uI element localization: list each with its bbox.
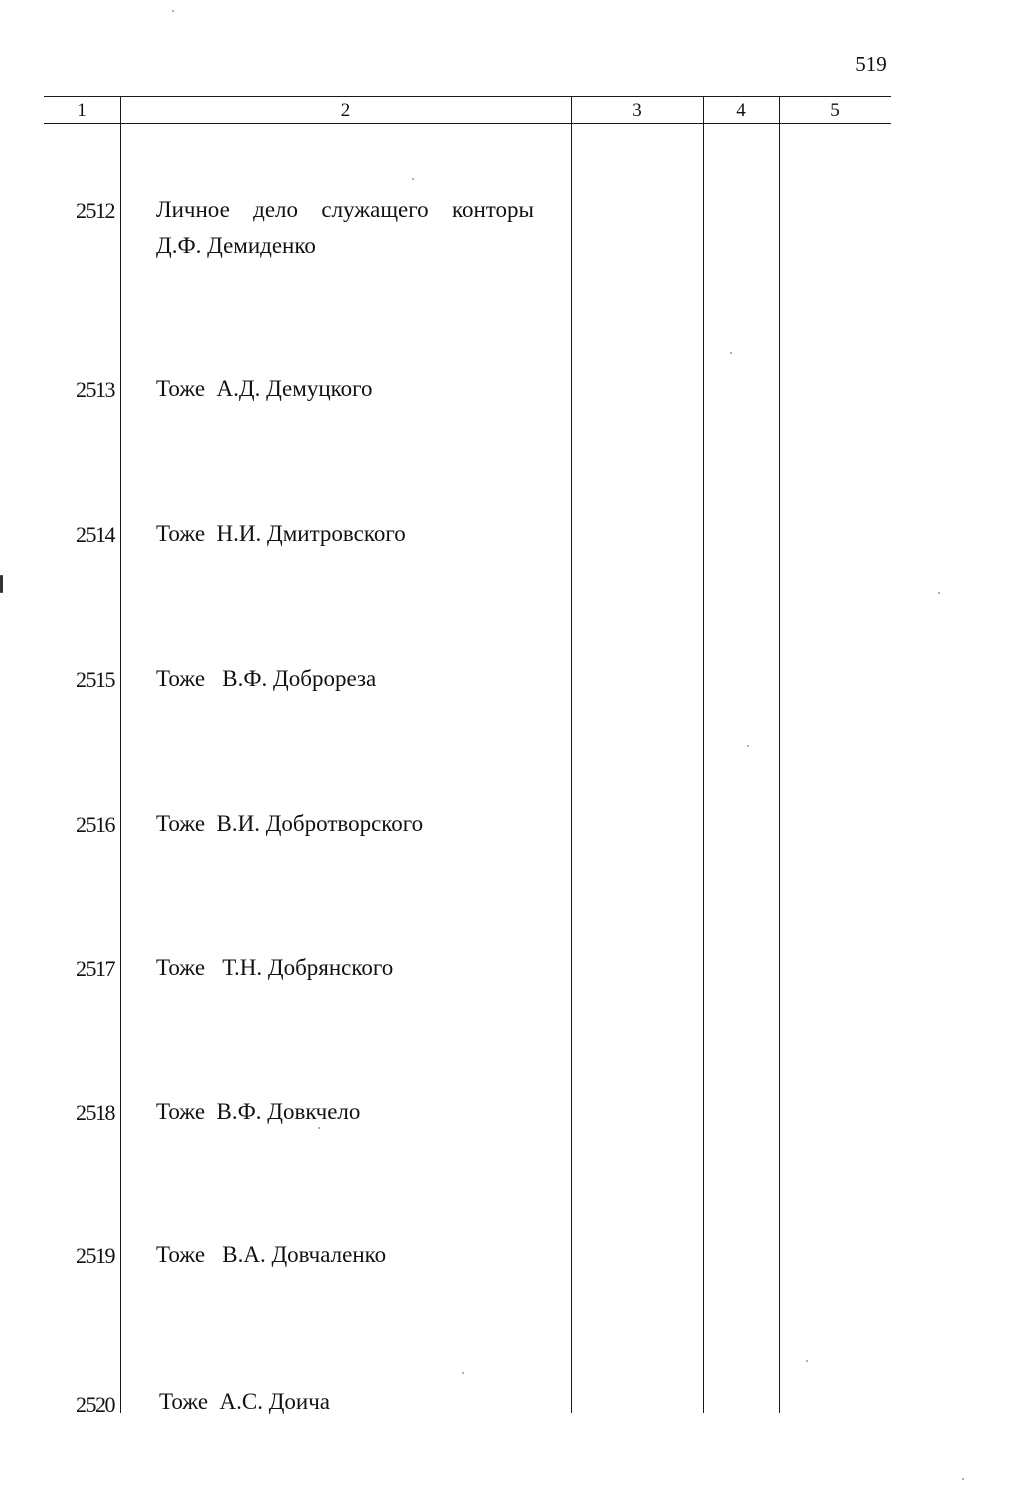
entry-number: 2513	[76, 377, 114, 402]
entry-description-line: Тоже А.Д. Демуцкого	[156, 376, 373, 401]
table-top-rule	[44, 96, 891, 97]
entry-number: 2519	[76, 1243, 114, 1268]
entry-description-line: Тоже Т.Н. Добрянского	[156, 955, 394, 980]
column-divider-1	[120, 97, 121, 1413]
scan-speck	[318, 1127, 320, 1129]
entry-description	[156, 192, 534, 264]
entry-description-line: Тоже В.И. Добротворского	[156, 811, 424, 836]
entry-description-line: Тоже В.Ф. Довкчело	[156, 1099, 361, 1124]
entry-number: 2515	[76, 667, 114, 692]
scan-speck	[962, 1478, 964, 1480]
entry-number: 2517	[76, 956, 114, 981]
scan-speck	[730, 352, 732, 354]
entry-description-line: Тоже В.А. Довчаленко	[156, 1242, 387, 1267]
entry-description	[156, 950, 556, 986]
entry-description-line: Тоже Н.И. Дмитровского	[156, 521, 406, 546]
entry-description	[156, 661, 556, 697]
column-header-3: 3	[632, 100, 642, 121]
entry-number: 2516	[76, 812, 114, 837]
scan-speck	[412, 178, 414, 180]
entry-number: 2518	[76, 1100, 114, 1125]
scan-edge-mark	[0, 575, 3, 593]
scan-speck	[462, 1372, 464, 1374]
column-divider-3	[703, 97, 704, 1413]
entry-description-line: Д.Ф. Демиденко	[156, 233, 316, 258]
scan-speck	[172, 10, 174, 12]
column-header-5: 5	[830, 100, 840, 121]
entry-number: 2520	[76, 1392, 114, 1417]
scan-speck	[806, 1360, 808, 1362]
entry-description	[159, 1384, 559, 1420]
column-divider-2	[571, 97, 572, 1413]
entry-description	[156, 1237, 556, 1273]
entry-description	[156, 806, 556, 842]
entry-number: 2514	[76, 522, 114, 547]
column-header-1: 1	[77, 100, 87, 121]
page-number: 519	[855, 52, 887, 76]
scan-speck	[747, 745, 749, 747]
entry-description-line: Тоже В.Ф. Доброреза	[156, 666, 377, 691]
entry-description	[156, 1094, 556, 1130]
entry-number: 2512	[76, 198, 114, 223]
entry-description-line: Тоже А.С. Доича	[159, 1389, 331, 1414]
column-divider-4	[779, 97, 780, 1413]
header-bottom-rule	[44, 123, 891, 124]
scan-speck	[938, 592, 940, 594]
column-header-2: 2	[340, 100, 351, 121]
entry-description	[156, 371, 556, 407]
entry-description	[156, 516, 556, 552]
entry-description-line: Личное дело служащего конторы	[156, 197, 534, 222]
column-header-4: 4	[736, 100, 746, 121]
